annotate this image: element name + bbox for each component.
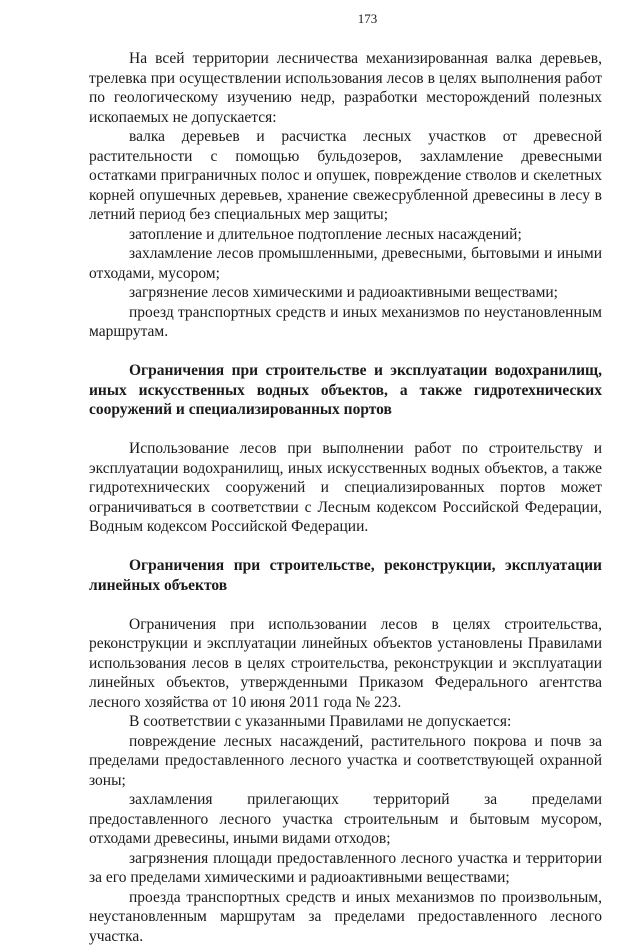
paragraph-linear-objects: Ограничения при использовании лесов в целях строительства, реконструкции и эксплуатации линейных объектов установлены Правилами использования лесов в целях строительства, реконструкции и эксплуатации линейных объектов, утвержденными Приказом Федерального агентства лесного хозяйства от 10 июня 2011 года № 223. — [89, 615, 602, 713]
list-item: захламление лесов промышленными, древесными, бытовыми и иными отходами, мусором; — [89, 244, 602, 283]
paragraph-intro: На всей территории лесничества механизированная валка деревьев, трелевка при осуществлении использования лесов в целях выполнения работ по геологическому изучению недр, разработки месторождений полезных ископаемых не допускается: — [89, 49, 602, 127]
paragraph-lead: В соответствии с указанными Правилами не допускается: — [89, 712, 602, 732]
page-number: 173 — [89, 11, 602, 27]
list-item: загрязнения площади предоставленного лесного участка и территории за его пределами химическими и радиоактивными веществами; — [89, 849, 602, 888]
list-item: захламления прилегающих территорий за пределами предоставленного лесного участка строительным и бытовым мусором, отходами древесины, иными видами отходов; — [89, 790, 602, 849]
list-item: проезд транспортных средств и иных механизмов по неустановленным маршрутам. — [89, 303, 602, 342]
list-item: загрязнение лесов химическими и радиоактивными веществами; — [89, 283, 602, 303]
list-item: затопление и длительное подтопление лесных насаждений; — [89, 225, 602, 245]
list-item: проезда транспортных средств и иных механизмов по произвольным, неустановленным маршрутам за пределами предоставленного лесного участка. — [89, 888, 602, 946]
list-item: валка деревьев и расчистка лесных участков от древесной растительности с помощью бульдозеров, захламление древесными остатками приграничных полос и опушек, повреждение стволов и скелетных корней опушечных деревьев, хранение свежесрубленной древесины в лесу в летний период без специальных мер защиты; — [89, 127, 602, 225]
section-heading-linear-objects: Ограничения при строительстве, реконструкции, эксплуатации линейных объектов — [89, 556, 602, 595]
list-item: повреждение лесных насаждений, растительного покрова и почв за пределами предоставленного лесного участка и соответствующей охранной зоны; — [89, 732, 602, 791]
paragraph-reservoirs: Использование лесов при выполнении работ по строительству и эксплуатации водохранилищ, иных искусственных водных объектов, а также гидротехнических сооружений и специализированных портов может ограничиваться в соответствии с Лесным кодексом Российской Федерации, Водным кодексом Российской Федерации. — [89, 439, 602, 537]
section-heading-reservoirs: Ограничения при строительстве и эксплуатации водохранилищ, иных искусственных водных объектов, а также гидротехнических сооружений и специализированных портов — [89, 361, 602, 420]
